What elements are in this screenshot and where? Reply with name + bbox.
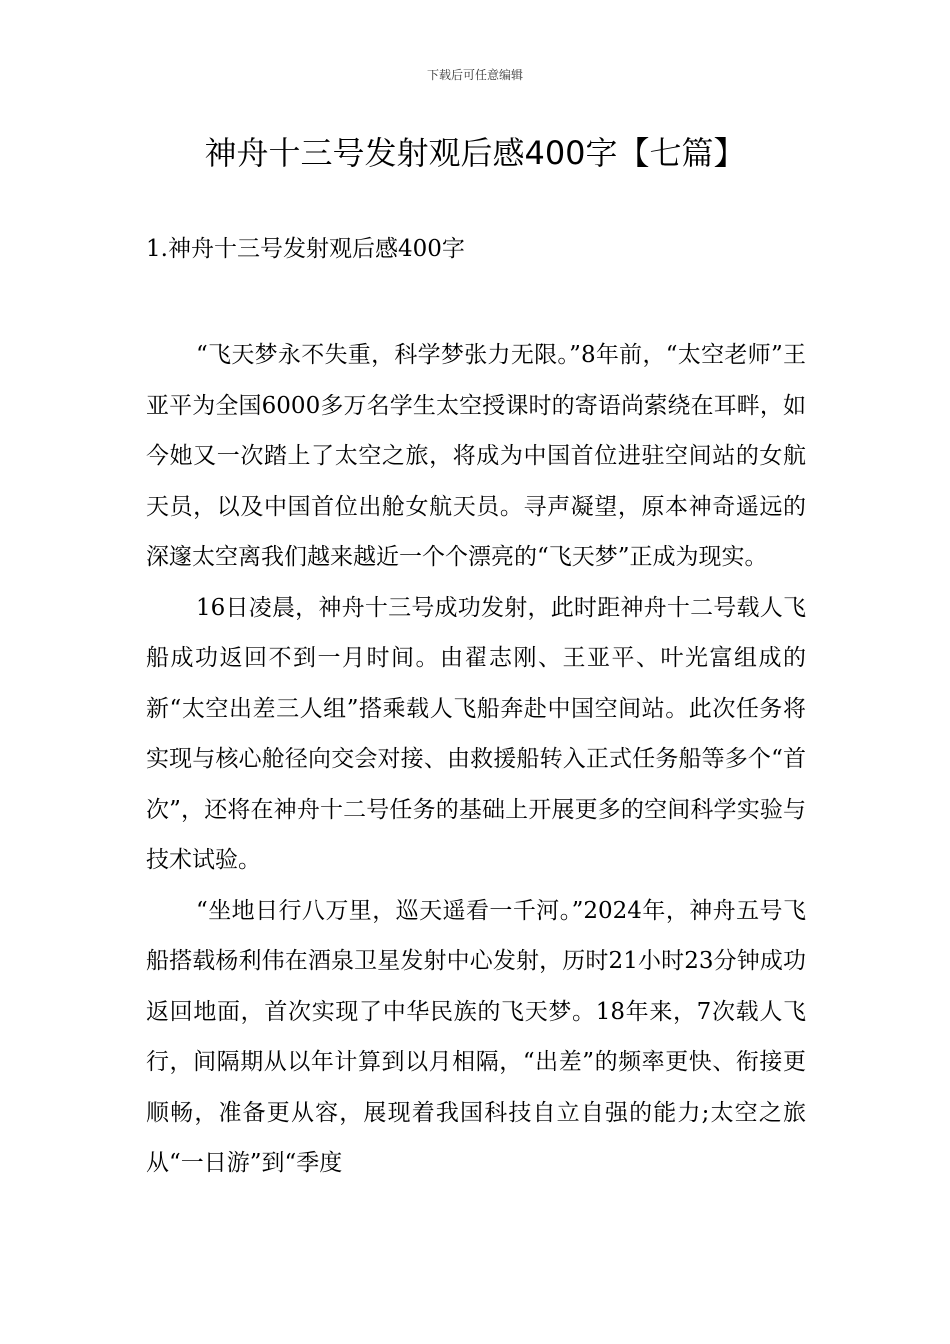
paragraph: 16日凌晨，神舟十三号成功发射，此时距神舟十二号载人飞船成功返回不到一月时间。由翟志刚、王亚平、叶光富组成的新“太空出差三人组”搭乘载人飞船奔赴中国空间站。此次任务将实现与核心舱径向交会对接、由救援船转入正式任务船等多个“首次”，还将在神舟十二号任务的基础上开展更多的空间科学实验与技术试验。: [146, 594, 806, 873]
document-title: 神舟十三号发射观后感400字【七篇】: [204, 134, 746, 172]
body-text: [146, 330, 806, 1189]
paragraph: “坐地日行八万里，巡天遥看一千河。”2024年，神舟五号飞船搭载杨利伟在酒泉卫星发射中心发射，历时21小时23分钟成功返回地面，首次实现了中华民族的飞天梦。18年来，7次载人飞行，间隔期从以年计算到以月相隔，“出差”的频率更快、衔接更顺畅，准备更从容，展现着我国科技自立自强的能力;太空之旅从“一日游”到“季度: [146, 897, 806, 1176]
header-note: 下载后可任意编辑: [426, 68, 523, 82]
section-heading: 1.神舟十三号发射观后感400字: [146, 236, 465, 262]
paragraph: “飞天梦永不失重，科学梦张力无限。”8年前，“太空老师”王亚平为全国6000多万名学生太空授课时的寄语尚萦绕在耳畔，如今她又一次踏上了太空之旅，将成为中国首位进驻空间站的女航天员，以及中国首位出舱女航天员。寻声凝望，原本神奇遥远的深邃太空离我们越来越近一个个漂亮的“飞天梦”正成为现实。: [146, 342, 806, 570]
